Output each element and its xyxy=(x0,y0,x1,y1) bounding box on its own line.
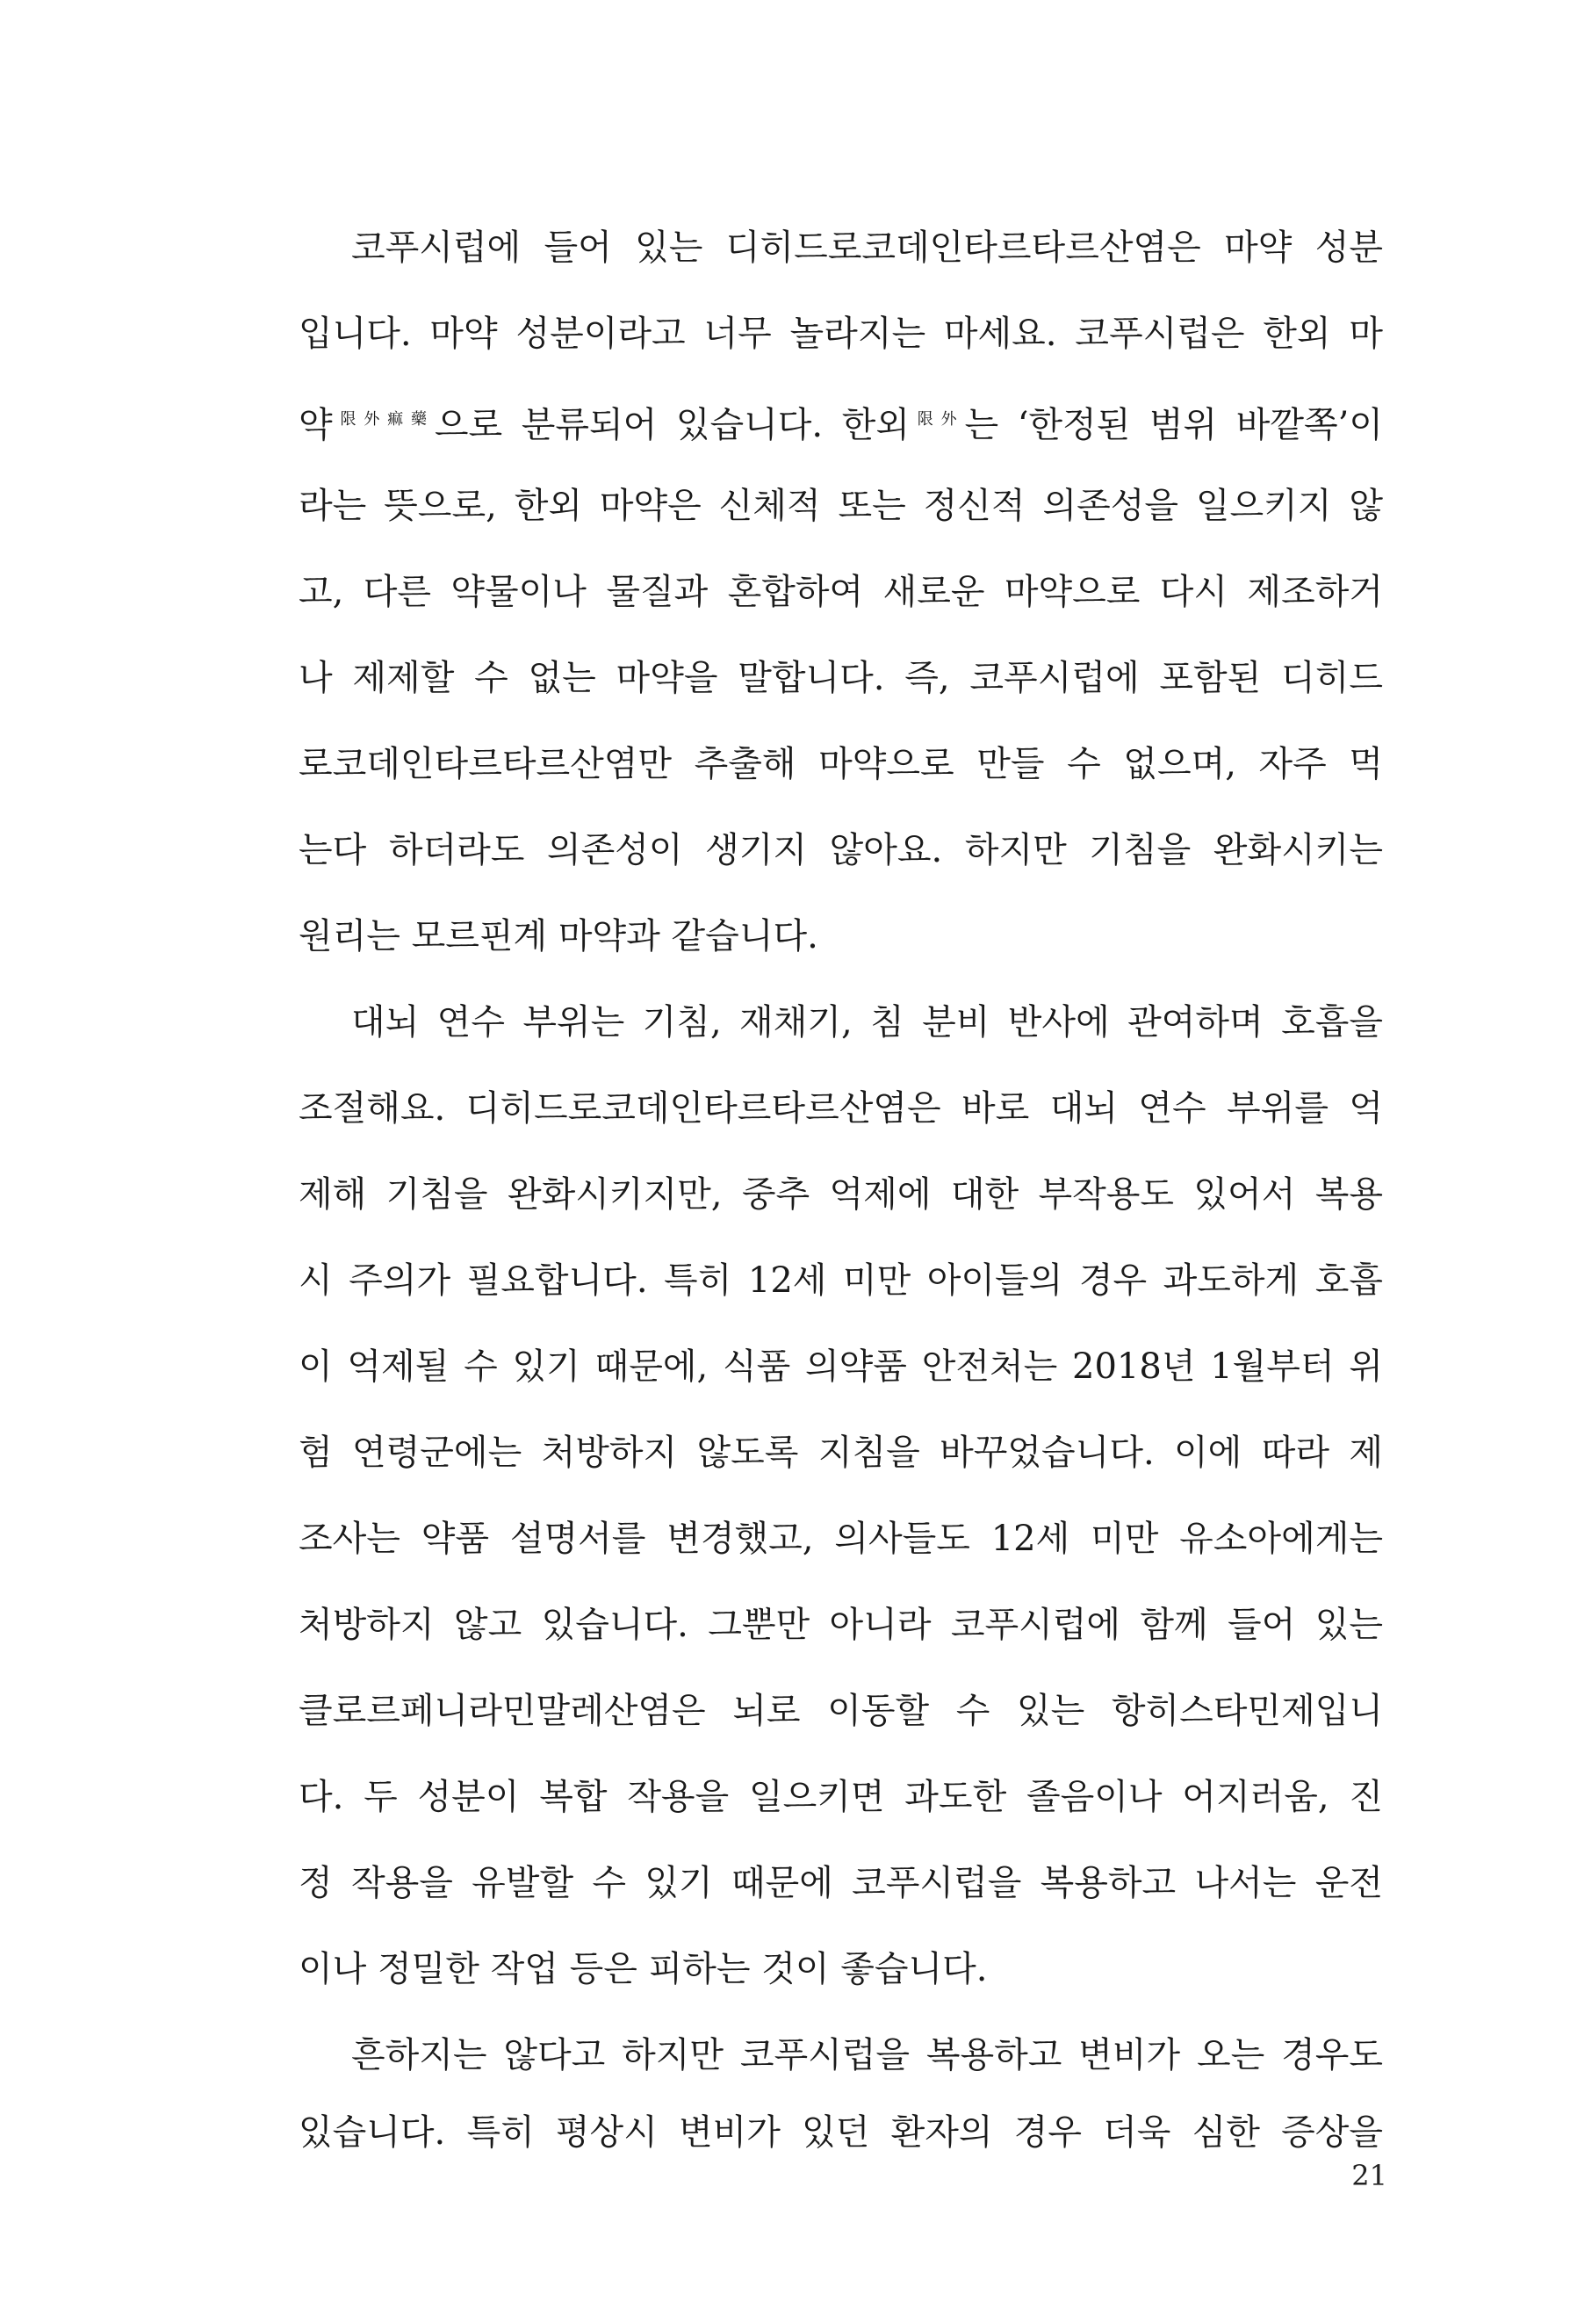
paragraph-2-line-10: 다. 두 성분이 복합 작용을 일으키면 과도한 졸음이나 어지러움, 진 xyxy=(299,1777,1383,1817)
paragraph-2-line-3: 제해 기침을 완화시키지만, 중추 억제에 대한 부작용도 있어서 복용 xyxy=(299,1174,1383,1215)
paragraph-2-line-7: 조사는 약품 설명서를 변경했고, 의사들도 12세 미만 유소아에게는 xyxy=(299,1519,1383,1559)
paragraph-1-line-9: 원리는 모르핀계 마약과 같습니다. xyxy=(299,916,818,956)
hanja-gloss: 限外痲藥 xyxy=(332,410,435,429)
paragraph-1-line-7: 로코데인타르타르산염만 추출해 마약으로 만들 수 없으며, 자주 먹 xyxy=(299,744,1383,784)
paragraph-2-line-8: 처방하지 않고 있습니다. 그뿐만 아니라 코푸시럽에 함께 들어 있는 xyxy=(299,1605,1383,1645)
text-run: 약 xyxy=(299,405,333,445)
paragraph-1-line-2: 입니다. 마약 성분이라고 너무 놀라지는 마세요. 코푸시럽은 한외 마 xyxy=(299,314,1383,354)
paragraph-2-line-11: 정 작용을 유발할 수 있기 때문에 코푸시럽을 복용하고 나서는 운전 xyxy=(299,1863,1383,1903)
page-number: 21 xyxy=(1351,2159,1387,2192)
paragraph-3-line-2: 있습니다. 특히 평상시 변비가 있던 환자의 경우 더욱 심한 증상을 xyxy=(299,2112,1383,2153)
text-run: 는 ‘한정된 범위 바깥쪽’이 xyxy=(964,405,1383,445)
paragraph-1-line-1: 코푸시럽에 들어 있는 디히드로코데인타르타르산염은 마약 성분 xyxy=(351,227,1383,268)
paragraph-3-line-1: 흔하지는 않다고 하지만 코푸시럽을 복용하고 변비가 오는 경우도 xyxy=(351,2035,1383,2075)
paragraph-1-line-8: 는다 하더라도 의존성이 생기지 않아요. 하지만 기침을 완화시키는 xyxy=(299,830,1383,870)
text-run: 으로 분류되어 있습니다. 한외 xyxy=(434,405,910,445)
paragraph-2-line-2: 조절해요. 디히드로코데인타르타르산염은 바로 대뇌 연수 부위를 억 xyxy=(299,1088,1383,1129)
paragraph-2-line-1: 대뇌 연수 부위는 기침, 재채기, 침 분비 반사에 관여하며 호흡을 xyxy=(351,1002,1383,1043)
paragraph-1-line-6: 나 제제할 수 없는 마약을 말합니다. 즉, 코푸시럽에 포함된 디히드 xyxy=(299,658,1383,698)
paragraph-2-line-4: 시 주의가 필요합니다. 특히 12세 미만 아이들의 경우 과도하게 호흡 xyxy=(299,1260,1383,1301)
paragraph-2-line-6: 험 연령군에는 처방하지 않도록 지침을 바꾸었습니다. 이에 따라 제 xyxy=(299,1433,1383,1473)
paragraph-1-line-5: 고, 다른 약물이나 물질과 혼합하여 새로운 마약으로 다시 제조하거 xyxy=(299,572,1383,612)
paragraph-1-line-4: 라는 뜻으로, 한외 마약은 신체적 또는 정신적 의존성을 일으키지 않 xyxy=(299,486,1383,526)
paragraph-2-line-5: 이 억제될 수 있기 때문에, 식품 의약품 안전처는 2018년 1월부터 위 xyxy=(299,1346,1383,1387)
paragraph-1-line-3 xyxy=(299,376,1383,464)
paragraph-2-line-9: 클로르페니라민말레산염은 뇌로 이동할 수 있는 항히스타민제입니 xyxy=(299,1691,1383,1731)
paragraph-2-line-12: 이나 정밀한 작업 등은 피하는 것이 좋습니다. xyxy=(299,1949,988,1989)
hanja-gloss: 限外 xyxy=(909,410,965,429)
